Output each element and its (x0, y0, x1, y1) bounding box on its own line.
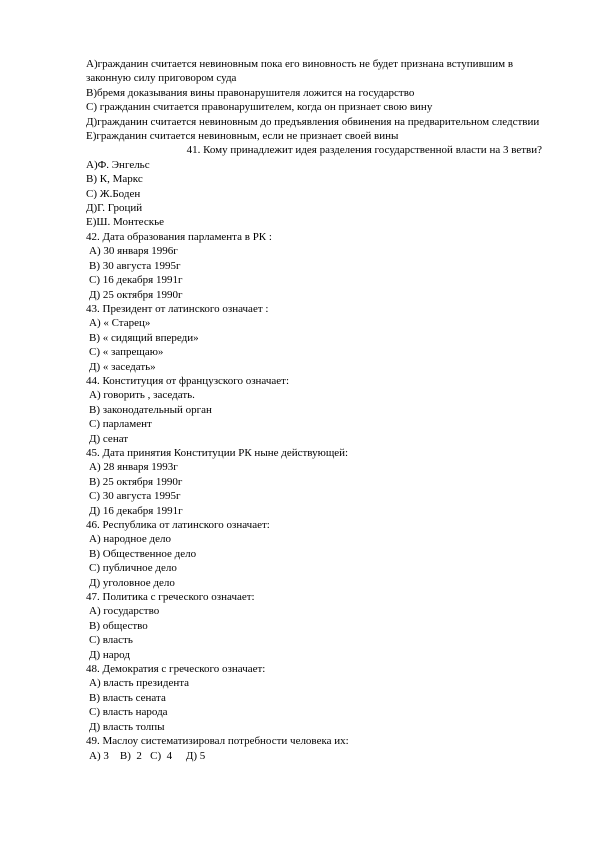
question-44 (86, 374, 556, 446)
question-46 (86, 518, 556, 590)
answer-option: С) гражданин считается правонарушителем, когда он признает свою вину (86, 101, 433, 114)
answer-option: В) законодательный орган (89, 403, 212, 416)
answer-option: С) парламент (89, 418, 152, 431)
answer-option: А)Ф. Энгельс (86, 158, 150, 171)
question-text: 48. Демократия с греческого означает: (86, 663, 266, 676)
answer-option: Д) сенат (89, 432, 129, 445)
answer-option: С) власть (89, 634, 133, 647)
answer-option: С) « запрещаю» (89, 346, 164, 359)
question-47 (86, 590, 556, 662)
answer-option: А) 30 января 1996г (89, 245, 178, 258)
question-45 (86, 446, 556, 518)
question-text: 49. Маслоу систематизировал потребности человека их: (86, 735, 349, 748)
answer-option: В) К, Маркс (86, 173, 143, 186)
answer-option: А) говорить , заседать. (89, 389, 195, 402)
answer-option: В) власть сената (89, 691, 166, 704)
answer-option: Д) 25 октября 1990г (89, 288, 183, 301)
answer-option: Д) 16 декабря 1991г (89, 504, 183, 517)
question-43 (86, 302, 556, 374)
answer-option: Д)гражданин считается невиновным до предъявления обвинения на предварительном следствии (86, 115, 540, 128)
question-text: 41. Кому принадлежит идея разделения государственной власти на 3 ветви? (186, 144, 542, 157)
answer-option: В) общество (89, 619, 148, 632)
answer-option: Е)гражданин считается невиновным, если не признает своей вины (86, 130, 399, 143)
answer-option: А)гражданин считается невиновным пока его виновность не будет признана вступившим в законную силу приговором суда (86, 58, 514, 85)
test-questions (86, 57, 556, 763)
question-41 (86, 143, 556, 229)
answer-option: С) публичное дело (89, 562, 177, 575)
question-text: 47. Политика с греческого означает: (86, 591, 255, 604)
answer-option: С) 16 декабря 1991г (89, 274, 183, 287)
answer-option: С) 30 августа 1995г (89, 490, 181, 503)
answer-option: А) « Старец» (89, 317, 151, 330)
answer-option: В) 30 августа 1995г (89, 259, 181, 272)
question-text: 43. Президент от латинского означает : (86, 302, 269, 315)
answer-option: В) Общественное дело (89, 547, 197, 560)
answer-option: С) Ж.Боден (86, 187, 141, 200)
question-text: 45. Дата принятия Конституции РК ныне действующей: (86, 446, 349, 459)
question-text: 44. Конституция от французского означает: (86, 374, 290, 387)
answer-options-row: А) 3 В) 2 С) 4 Д) 5 (89, 749, 206, 762)
answer-option: А) 28 января 1993г (89, 461, 178, 474)
answer-option: Д) власть толпы (89, 720, 165, 733)
answer-option: Е)Ш. Монтескье (86, 216, 164, 229)
question-40-options (86, 57, 556, 143)
answer-option: А) власть президента (89, 677, 190, 690)
answer-option: С) власть народа (89, 706, 168, 719)
answer-option: А) народное дело (89, 533, 172, 546)
answer-option: А) государство (89, 605, 160, 618)
answer-option: Д) « заседать» (89, 360, 156, 373)
answer-option: В)бремя доказывания вины правонарушителя ложится на государство (86, 86, 415, 99)
question-49 (86, 734, 556, 763)
answer-option: В) 25 октября 1990г (89, 475, 183, 488)
answer-option: Д) народ (89, 648, 130, 661)
answer-option: Д) уголовное дело (89, 576, 175, 589)
answer-option: Д)Г. Гроций (86, 202, 143, 215)
question-48 (86, 662, 556, 734)
question-text: 42. Дата образования парламента в РК : (86, 230, 272, 243)
question-text: 46. Республика от латинского означает: (86, 519, 270, 531)
answer-option: В) « сидящий впереди» (89, 331, 199, 344)
question-42 (86, 230, 556, 302)
